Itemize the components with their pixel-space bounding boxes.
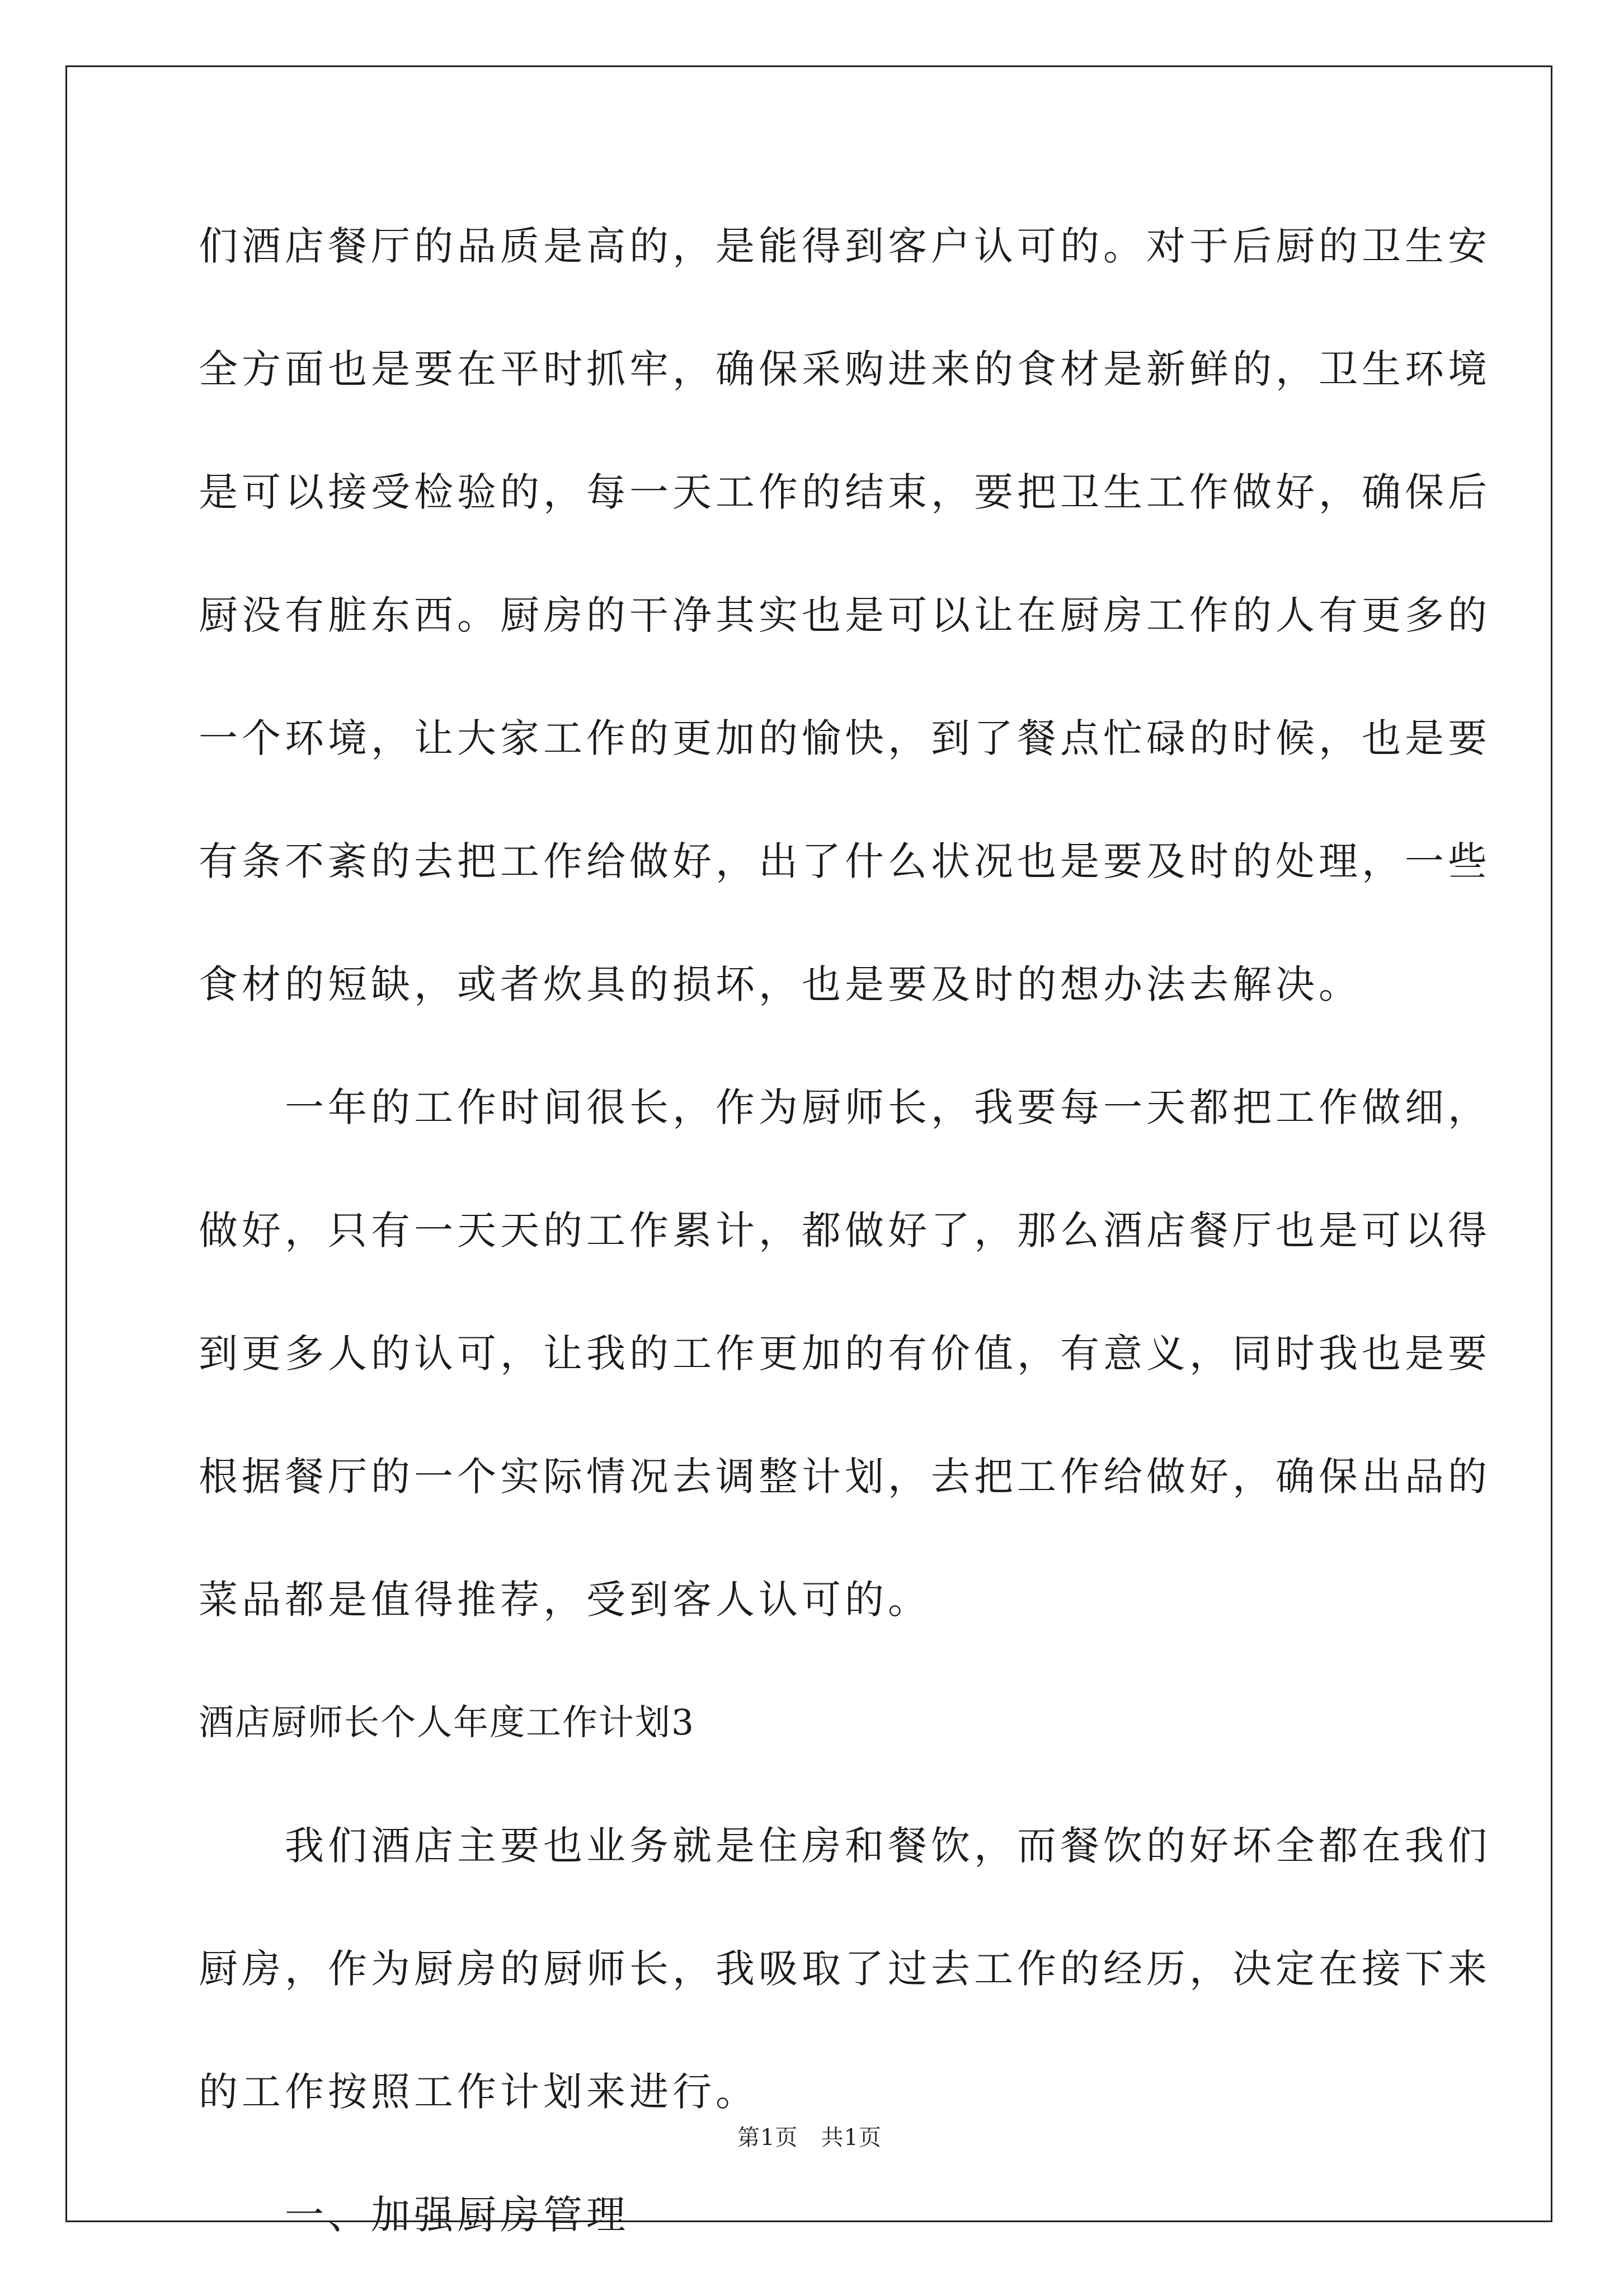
body-text-line: 到更多人的认可，让我的工作更加的有价值，有意义，同时我也是要 <box>199 1331 1491 1376</box>
body-text-line: 全方面也是要在平时抓牢，确保采购进来的食材是新鲜的，卫生环境 <box>199 346 1491 392</box>
body-text-line: 厨没有脏东西。厨房的干净其实也是可以让在厨房工作的人有更多的 <box>199 592 1491 638</box>
body-text-line: 菜品都是值得推荐，受到客人认可的。 <box>199 1577 931 1623</box>
body-text-line: 食材的短缺，或者炊具的损坏，也是要及时的想办法去解决。 <box>199 961 1362 1007</box>
subsection-heading: 一、加强厨房管理 <box>199 2192 629 2238</box>
body-text-line: 是可以接受检验的，每一天工作的结束，要把卫生工作做好，确保后 <box>199 469 1491 515</box>
body-text-line: 我们酒店主要也业务就是住房和餐饮，而餐饮的好坏全都在我们 <box>199 1823 1491 1869</box>
body-text-line: 厨房，作为厨房的厨师长，我吸取了过去工作的经历，决定在接下来 <box>199 1946 1491 1992</box>
document-body <box>199 204 1491 2296</box>
body-text-line: 一年的工作时间很长，作为厨师长，我要每一天都把工作做细， <box>199 1085 1491 1130</box>
page-number-footer: 第1页 共1页 <box>737 2125 882 2151</box>
section-heading: 酒店厨师长个人年度工作计划3 <box>199 1702 695 1743</box>
body-text-line: 们酒店餐厅的品质是高的，是能得到客户认可的。对于后厨的卫生安 <box>199 223 1491 269</box>
body-text-line: 做好，只有一天天的工作累计，都做好了，那么酒店餐厅也是可以得 <box>199 1208 1491 1253</box>
body-text-line: 一个环境，让大家工作的更加的愉快，到了餐点忙碌的时候，也是要 <box>199 715 1491 761</box>
body-text-line: 的工作按照工作计划来进行。 <box>199 2069 759 2115</box>
body-text-line: 有条不紊的去把工作给做好，出了什么状况也是要及时的处理，一些 <box>199 838 1491 884</box>
body-text-line: 根据餐厅的一个实际情况去调整计划，去把工作给做好，确保出品的 <box>199 1454 1491 1500</box>
